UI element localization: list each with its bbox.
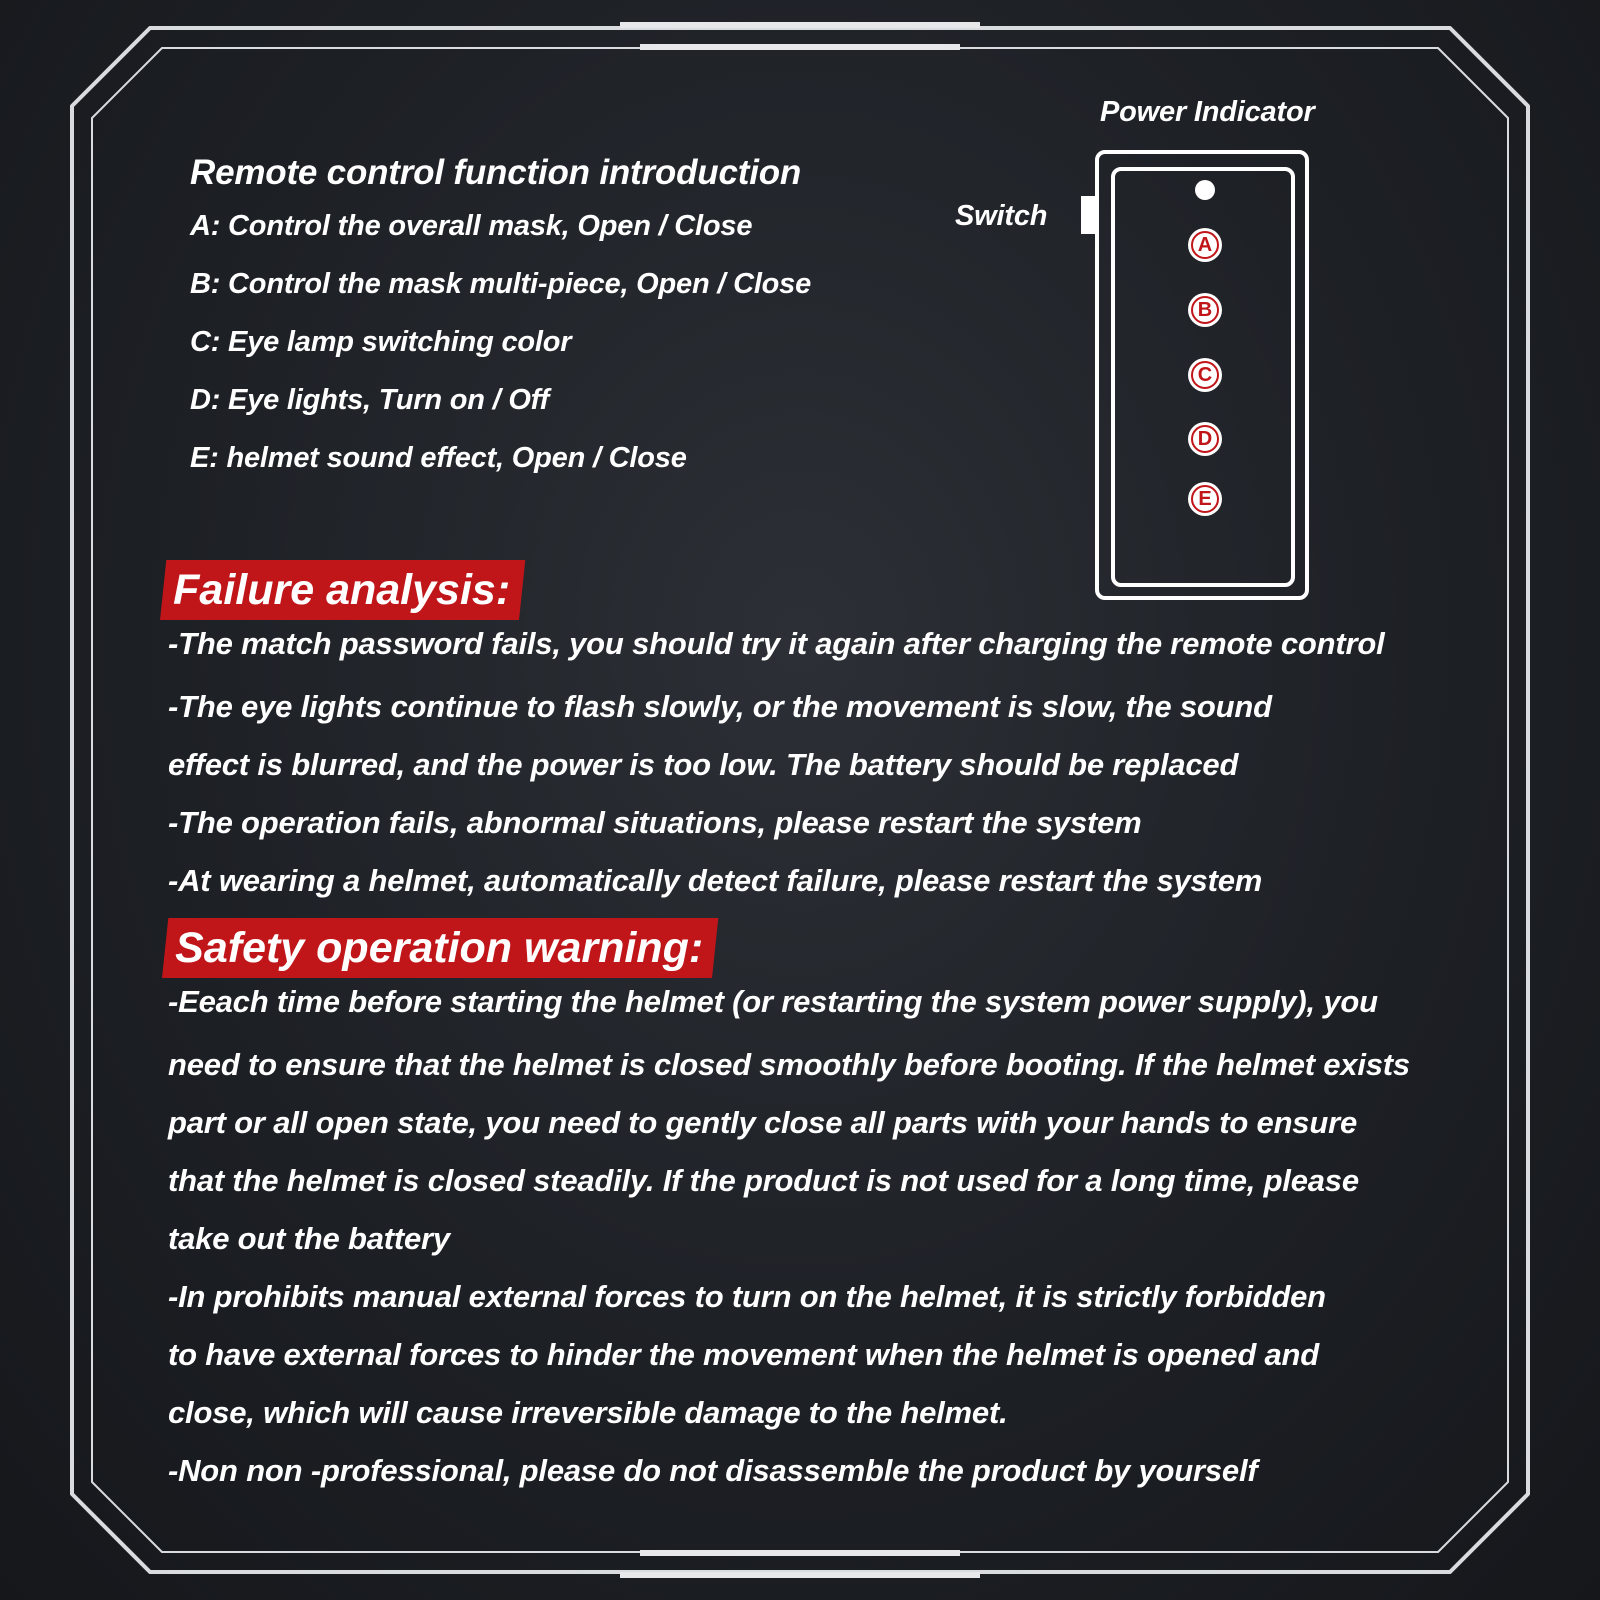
- power-indicator-led: [1195, 180, 1215, 200]
- remote-button-e-label: E: [1191, 485, 1219, 513]
- safety-line-1: -Eeach time before starting the helmet (or restarting the system power supply), you: [168, 984, 1378, 1019]
- remote-button-e: [1188, 482, 1222, 516]
- intro-item-c: C: Eye lamp switching color: [190, 326, 572, 358]
- safety-line-8: close, which will cause irreversible damage to the helmet.: [168, 1395, 1008, 1430]
- intro-item-e: E: helmet sound effect, Open / Close: [190, 442, 687, 474]
- intro-item-b: B: Control the mask multi-piece, Open / Close: [190, 268, 812, 300]
- failure-line-1: -The match password fails, you should try it again after charging the remote control: [168, 626, 1385, 661]
- remote-button-b-label: B: [1191, 296, 1219, 324]
- failure-line-3: effect is blurred, and the power is too low. The battery should be replaced: [168, 747, 1239, 782]
- frame-top-accent-inner: [640, 44, 960, 50]
- frame-top-accent: [620, 22, 980, 28]
- failure-heading-text: Failure analysis:: [173, 566, 511, 614]
- safety-line-5: take out the battery: [168, 1221, 450, 1256]
- remote-button-d: [1188, 422, 1222, 456]
- remote-button-a: [1188, 228, 1222, 262]
- safety-line-2: need to ensure that the helmet is closed smoothly before booting. If the helmet exists: [168, 1047, 1410, 1082]
- safety-heading-text: Safety operation warning:: [175, 924, 704, 972]
- remote-button-b: [1188, 293, 1222, 327]
- safety-line-3: part or all open state, you need to gently close all parts with your hands to ensure: [168, 1105, 1357, 1140]
- failure-line-5: -At wearing a helmet, automatically detect failure, please restart the system: [168, 863, 1263, 898]
- remote-button-d-label: D: [1191, 425, 1219, 453]
- power-indicator-label: Power Indicator: [1100, 96, 1315, 128]
- power-switch: [1081, 196, 1095, 234]
- safety-line-6: -In prohibits manual external forces to turn on the helmet, it is strictly forbidden: [168, 1279, 1326, 1314]
- safety-line-4: that the helmet is closed steadily. If the product is not used for a long time, please: [168, 1163, 1359, 1198]
- failure-line-2: -The eye lights continue to flash slowly, or the movement is slow, the sound: [168, 689, 1272, 724]
- remote-button-a-label: A: [1191, 231, 1219, 259]
- failure-heading: [160, 560, 525, 620]
- safety-heading: [162, 918, 718, 978]
- intro-title: Remote control function introduction: [190, 153, 802, 192]
- safety-line-7: to have external forces to hinder the movement when the helmet is opened and: [168, 1337, 1319, 1372]
- failure-line-4: -The operation fails, abnormal situations, please restart the system: [168, 805, 1142, 840]
- intro-item-a: A: Control the overall mask, Open / Close: [190, 210, 753, 242]
- frame-bottom-accent-inner: [640, 1550, 960, 1556]
- safety-line-9: -Non non -professional, please do not disassemble the product by yourself: [168, 1453, 1258, 1488]
- frame-bottom-accent: [620, 1572, 980, 1578]
- remote-button-c: [1188, 358, 1222, 392]
- switch-label: Switch: [955, 200, 1048, 232]
- remote-button-c-label: C: [1191, 361, 1219, 389]
- intro-item-d: D: Eye lights, Turn on / Off: [190, 384, 550, 416]
